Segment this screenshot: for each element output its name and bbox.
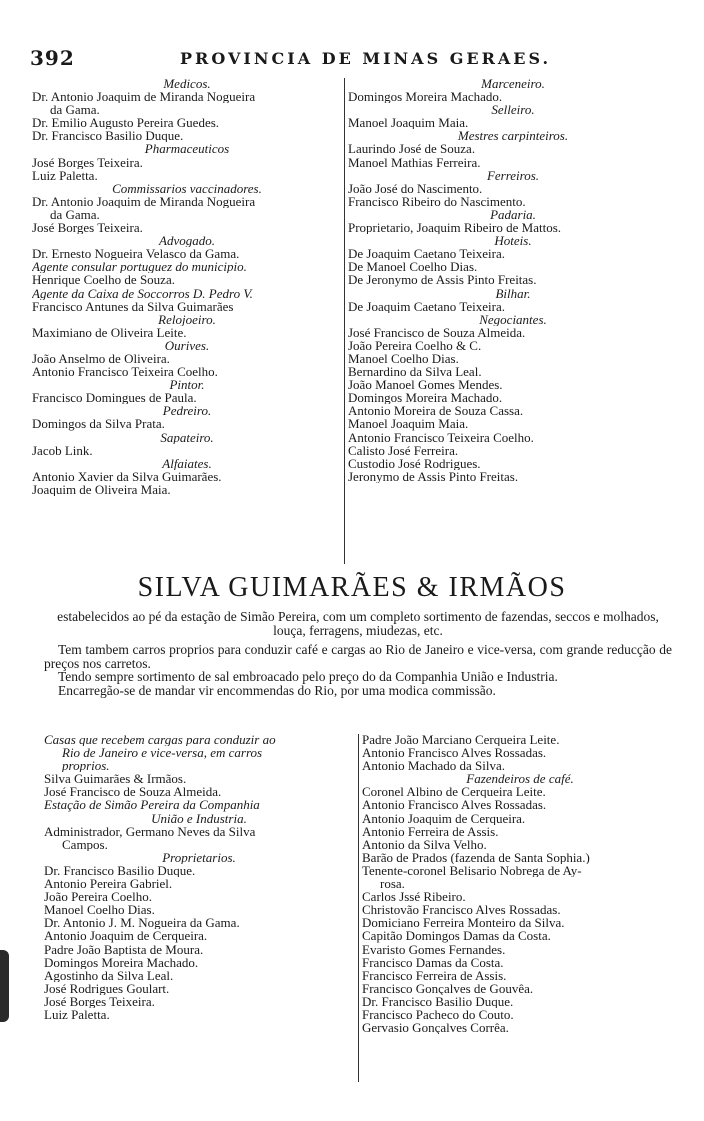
entry-line: Calisto José Ferreira. [348,443,459,457]
entry-line: rosa. [380,877,405,891]
section-heading: Selleiro. [491,103,535,117]
entry-line: Barão de Prados (fazenda de Santa Sophia.) [362,850,590,864]
entry-line: João Pereira Coelho. [44,890,152,904]
firm-description [44,610,672,697]
entry-line: José Rodrigues Goulart. [44,981,170,995]
section-heading: Negociantes. [479,312,547,326]
entry-line: Coronel Albino de Cerqueira Leite. [362,785,546,799]
entry-line: Padre João Baptista de Moura. [44,942,204,956]
section-heading: Mestres carpinteiros. [457,129,569,143]
entry-line: Dr. Antonio Joaquim de Miranda Nogueira [32,194,256,208]
entry-line: da Gama. [50,207,100,222]
entry-line: Administrador, Germano Neves da Silva [44,824,256,838]
firm-paragraph: estabelecidos ao pé da estação de Simão Pereira, com um completo sortimento de fazendas, seccos e molhados, louça, ferragens, miudezas, etc. [57,609,659,638]
entry-line: Custodio José Rodrigues. [348,456,481,470]
entry-line: Christovão Francisco Alves Rossadas. [362,903,561,917]
entry-line: Francisco Domingues de Paula. [32,391,197,405]
entry-line: Maximiano de Oliveira Leite. [32,325,187,339]
entry-line: Domingos da Silva Prata. [32,417,165,431]
entry-line: Antonio da Silva Velho. [362,837,487,851]
entry-line: De Joaquim Caetano Teixeira. [348,299,505,313]
entry-line: Antonio Pereira Gabriel. [44,877,173,891]
entry-line: Joaquim de Oliveira Maia. [32,482,171,496]
entry-line: Dr. Antonio Joaquim de Miranda Nogueira [32,90,256,104]
entry-line: Francisco Ribeiro do Nascimento. [348,194,526,208]
entry-line: Agente consular portuguez do municipio. [32,260,247,274]
entry-line: Manoel Joaquim Maia. [348,116,469,130]
entry-line: Proprietario, Joaquim Ribeiro de Mattos. [348,221,562,235]
entry-line: Francisco Gonçalves de Gouvêa. [362,981,534,995]
entry-line: Antonio Francisco Alves Rossadas. [362,746,547,760]
entry-line: Dr. Ernesto Nogueira Velasco da Gama. [32,247,240,261]
entry-line: Rio de Janeiro e vice-versa, em carros [62,746,263,760]
entry-line: Dr. Francisco Basilio Duque. [32,129,184,143]
entry-line: Antonio Joaquim de Cerqueira. [362,811,526,825]
firm-paragraph: Encarregão-se de mandar vir encommendas do Rio, por uma modica commissão. [58,682,496,698]
entry-line: Francisco Damas da Costa. [362,955,504,969]
section-heading: Alfaiates. [162,456,212,470]
entry-line: João José do Nascimento. [348,181,483,195]
entry-line: Antonio Machado da Silva. [362,759,505,773]
entry-line: Antonio Ferreira de Assis. [362,824,499,838]
entry-line: Domingos Moreira Machado. [44,955,199,969]
firm-name: SILVA GUIMARÃES & IRMÃOS [137,572,567,603]
entry-line: Casas que recebem cargas para conduzir ao [44,733,276,747]
entry-line: Domingos Moreira Machado. [348,90,503,104]
page-number: 392 [30,46,75,70]
entry-line: Manoel Coelho Dias. [348,351,459,366]
entry-line: Capitão Domingos Damas da Costa. [362,929,551,943]
entry-line: Campos. [62,837,108,851]
entry-line: De Joaquim Caetano Teixeira. [348,247,505,261]
entry-line: Antonio Francisco Teixeira Coelho. [348,430,534,444]
section-heading: Advogado. [159,234,215,248]
page-header [30,46,670,68]
entry-line: Dr. Francisco Basilio Duque. [44,863,196,878]
column-divider [358,734,359,1082]
left-column [32,77,342,496]
entry-line: Gervasio Gonçalves Corrêa. [362,1021,509,1035]
entry-line: Manoel Mathias Ferreira. [348,155,481,169]
entry-line: Tenente-coronel Belisario Nobrega de Ay- [362,863,582,878]
entry-line: José Francisco de Souza Almeida. [348,325,526,339]
entry-line: da Gama. [50,103,100,117]
section-heading: Medicos. [163,77,211,91]
bottom-left-column [44,733,354,1021]
entry-line: José Francisco de Souza Almeida. [44,785,222,799]
entry-line: Antonio Moreira de Souza Cassa. [348,404,524,418]
entry-line: Antonio Francisco Teixeira Coelho. [32,365,218,379]
entry-line: proprios. [62,759,110,773]
entry-line: Francisco Pacheco do Couto. [362,1007,514,1022]
entry-line: Jeronymo de Assis Pinto Freitas. [348,469,519,483]
entry-line: Jacob Link. [32,443,93,457]
section-heading: Padaria. [490,207,536,222]
entry-line: Antonio Joaquim de Cerqueira. [44,929,208,943]
entry-line: Luiz Paletta. [32,168,98,182]
section-heading: Sapateiro. [160,430,214,444]
entry-line: Laurindo José de Souza. [348,142,476,156]
section-heading: Proprietarios. [162,850,236,864]
firm-paragraph: Tendo sempre sortimento de sal embroacado pelo preço do da Companhia União e Industria. [58,669,558,684]
section-heading: Bilhar. [495,286,531,300]
firm-paragraph: Tem tambem carros proprios para conduzir café e cargas ao Rio de Janeiro e vice-versa, com grande reducção de preços nos carretos. [44,642,672,671]
entry-line: De Jeronymo de Assis Pinto Freitas. [348,273,537,287]
entry-line: Carlos Jssé Ribeiro. [362,890,466,904]
column-divider [344,78,345,564]
section-heading: Marceneiro. [481,77,545,91]
section-heading: União e Industria. [151,811,247,825]
entry-line: Bernardino da Silva Leal. [348,365,482,379]
entry-line: Manoel Coelho Dias. [44,903,155,917]
section-heading: Pintor. [169,378,205,392]
entry-line: Dr. Francisco Basilio Duque. [362,994,514,1008]
entry-line: De Manoel Coelho Dias. [348,260,478,274]
entry-line: Domingos Moreira Machado. [348,391,503,405]
section-heading: Ferreiros. [486,168,540,182]
section-heading: Pharmaceuticos [144,142,230,156]
running-title: PROVINCIA DE MINAS GERAES. [180,49,552,68]
entry-line: Domiciano Ferreira Monteiro da Silva. [362,916,565,930]
entry-line: Dr. Antonio J. M. Nogueira da Gama. [44,916,240,930]
section-heading: Pedreiro. [162,404,212,418]
right-column [348,77,678,483]
entry-line: Agente da Caixa de Soccorros D. Pedro V. [32,286,253,300]
entry-line: João Manoel Gomes Mendes. [348,378,503,392]
entry-line: Silva Guimarães & Irmãos. [44,772,187,786]
section-heading: Commissarios vaccinadores. [112,181,262,195]
entry-line: Evaristo Gomes Fernandes. [362,942,506,956]
section-heading: Relojoeiro. [158,312,216,326]
entry-line: Estação de Simão Pereira da Companhia [44,798,260,812]
section-heading: Fazendeiros de café. [466,772,574,786]
entry-line: Padre João Marciano Cerqueira Leite. [362,733,560,747]
entry-line: João Pereira Coelho & C. [348,338,482,352]
entry-line: Antonio Xavier da Silva Guimarães. [32,469,222,483]
entry-line: Henrique Coelho de Souza. [32,273,175,287]
bottom-right-column [362,733,678,1034]
section-heading: Ourives. [164,338,210,352]
entry-line: Francisco Ferreira de Assis. [362,968,507,982]
entry-line: José Borges Teixeira. [32,155,143,169]
section-heading: Hoteis. [494,234,532,248]
entry-line: Agostinho da Silva Leal. [44,968,174,982]
entry-line: José Borges Teixeira. [32,221,143,235]
entry-line: Francisco Antunes da Silva Guimarães [32,299,234,313]
entry-line: João Anselmo de Oliveira. [32,351,170,366]
entry-line: Antonio Francisco Alves Rossadas. [362,798,547,812]
entry-line: Dr. Emilio Augusto Pereira Guedes. [32,116,220,130]
entry-line: Luiz Paletta. [44,1007,110,1022]
ink-blot [0,950,9,1022]
entry-line: Manoel Joaquim Maia. [348,417,469,431]
entry-line: José Borges Teixeira. [44,994,155,1008]
